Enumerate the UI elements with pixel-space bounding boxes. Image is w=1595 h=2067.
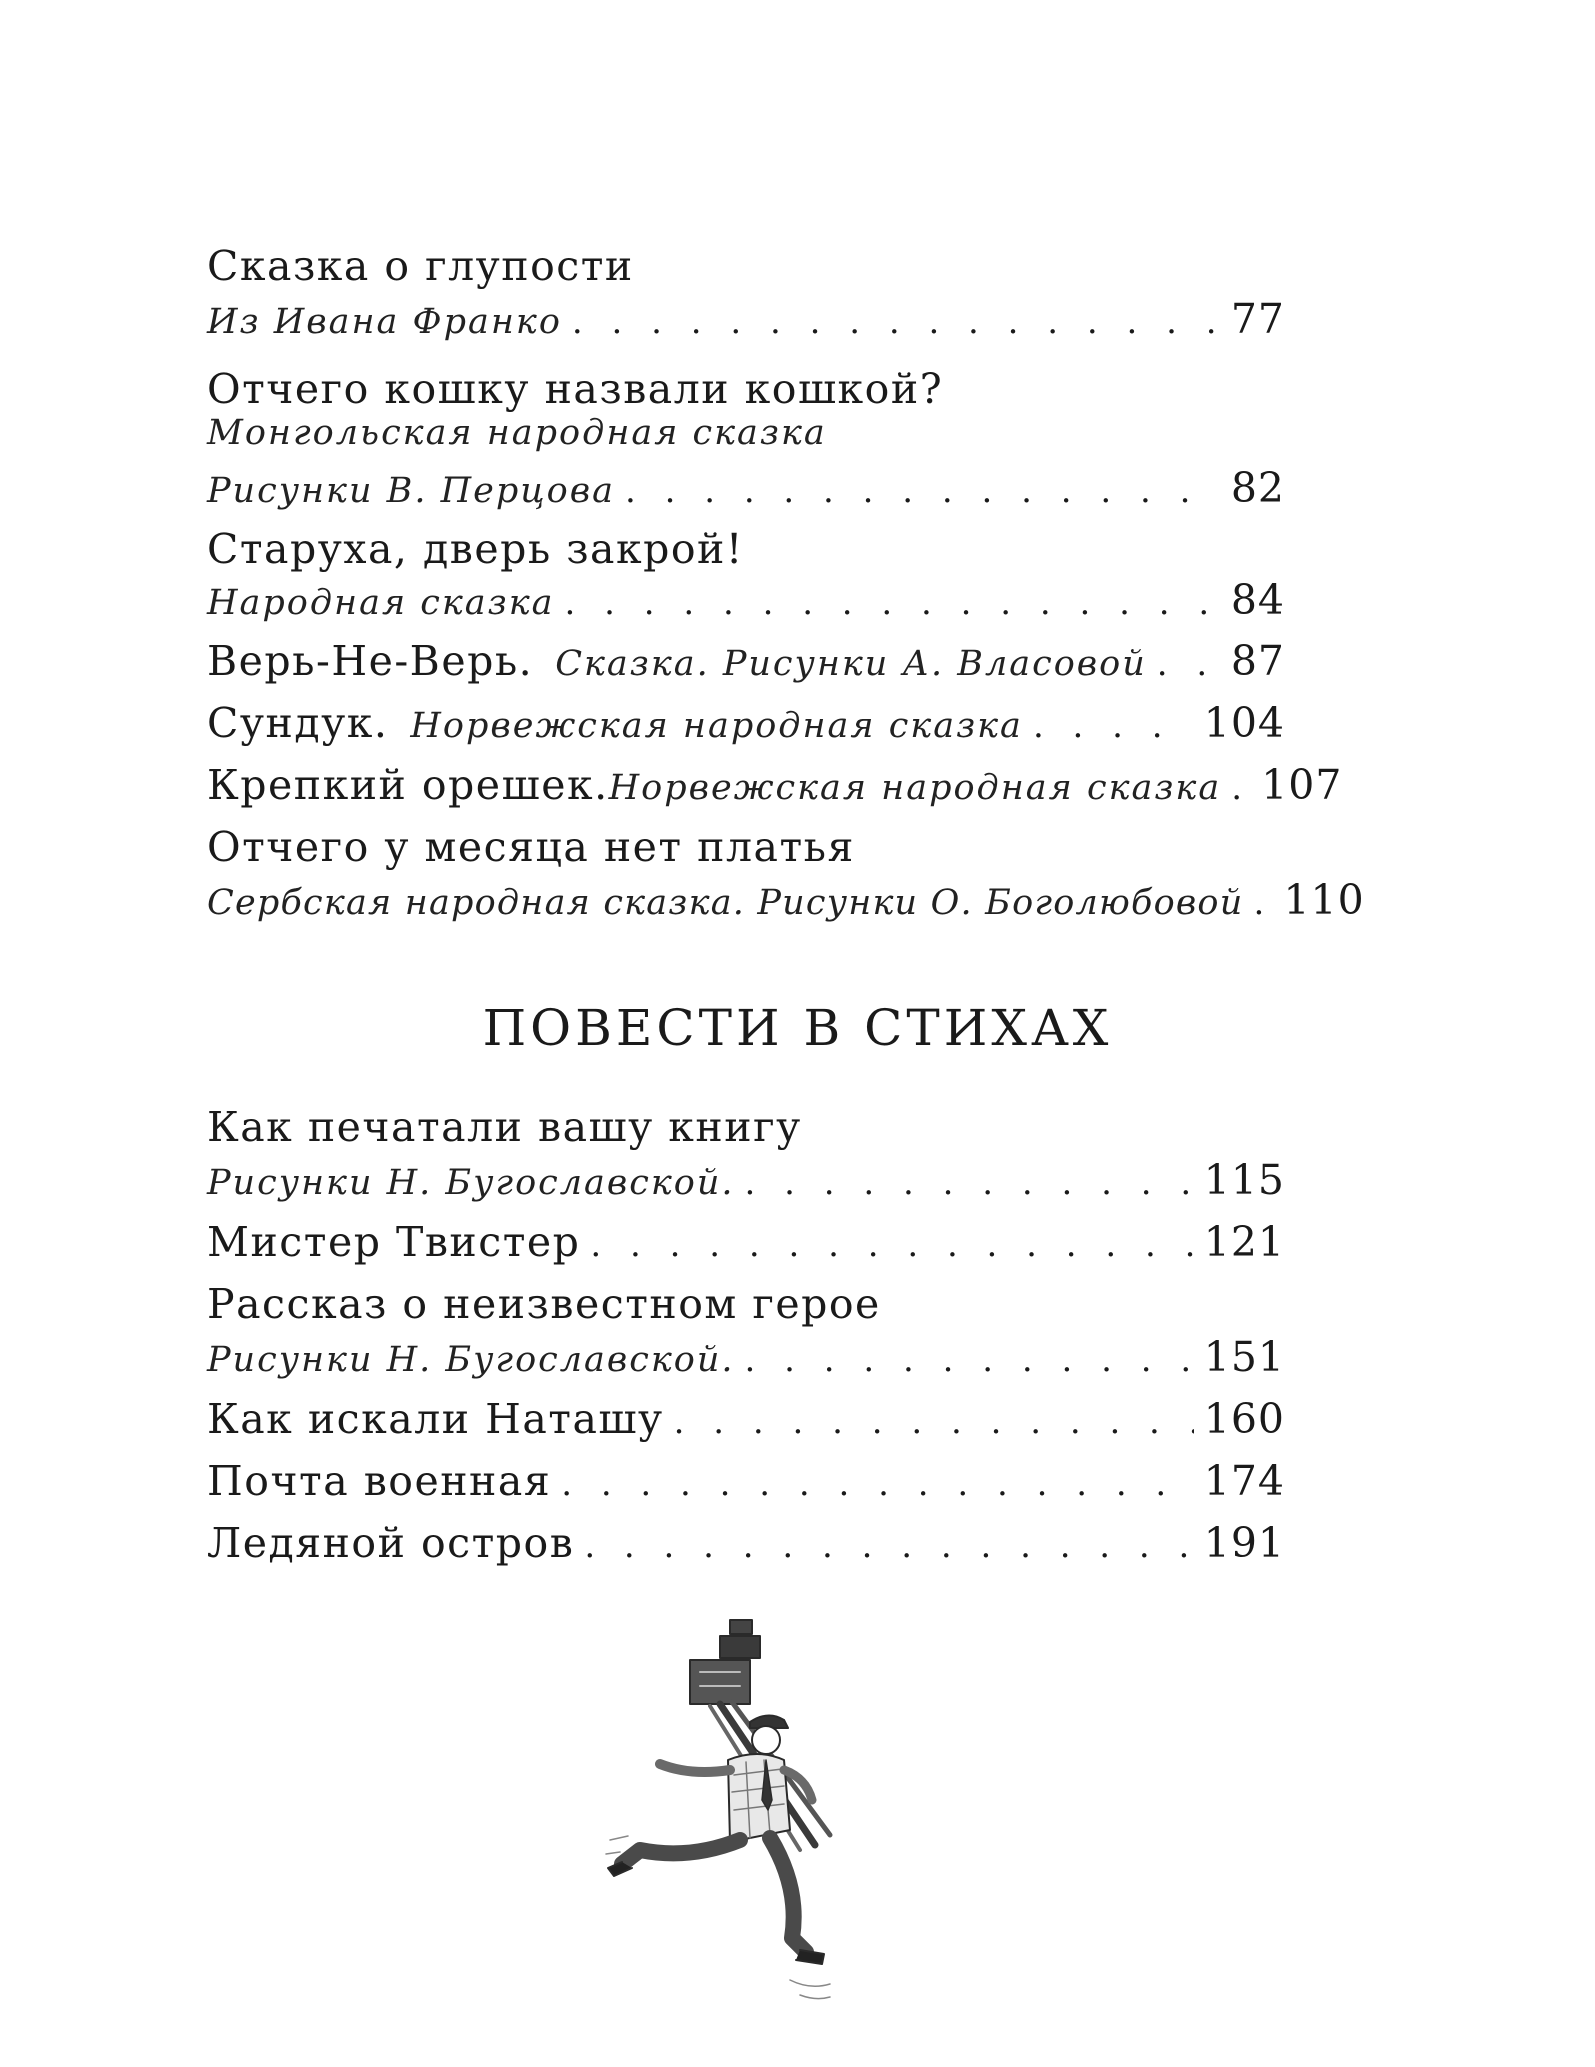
page-number: 110 bbox=[1283, 876, 1365, 924]
entry-subtitle: Народная сказка bbox=[207, 583, 555, 623]
toc-entry-line[interactable] bbox=[207, 699, 1285, 747]
toc-entry-line[interactable] bbox=[207, 1395, 1285, 1443]
entry-title: Почта военная bbox=[207, 1457, 552, 1505]
entry-subtitle: Из Ивана Франко bbox=[207, 302, 562, 342]
entry-subtitle: Рисунки Н. Бугославской. bbox=[207, 1163, 735, 1203]
entry-subtitle: Сказка. Рисунки А. Власовой bbox=[555, 644, 1147, 684]
toc-entry-title bbox=[207, 1280, 1285, 1328]
entry-title: Отчего кошку назвали кошкой? bbox=[207, 365, 944, 413]
leader-dots bbox=[1253, 886, 1273, 920]
toc-entry-title bbox=[207, 242, 1285, 290]
entry-illustrator: Рисунки В. Перцова bbox=[207, 471, 615, 511]
toc-entry-subtitle-line bbox=[207, 413, 1285, 453]
leader-dots bbox=[584, 1529, 1193, 1563]
page-number: 82 bbox=[1230, 464, 1285, 512]
leader-dots bbox=[590, 1228, 1193, 1262]
entry-title: Верь-Не-Верь. bbox=[207, 637, 534, 685]
entry-title: Крепкий орешек. bbox=[207, 761, 609, 809]
leader-dots bbox=[1157, 647, 1221, 681]
page-number: 84 bbox=[1230, 576, 1285, 624]
toc-entry-line[interactable] bbox=[207, 1519, 1285, 1567]
page-number: 151 bbox=[1203, 1333, 1285, 1381]
page-number: 104 bbox=[1203, 699, 1285, 747]
toc-entry-line[interactable] bbox=[207, 1457, 1285, 1505]
entry-subtitle: Норвежская народная сказка bbox=[410, 706, 1023, 746]
toc-entry-title bbox=[207, 525, 1285, 573]
page-number: 77 bbox=[1230, 295, 1285, 343]
entry-title: Старуха, дверь закрой! bbox=[207, 525, 744, 573]
entry-title: Ледяной остров bbox=[207, 1519, 575, 1567]
leader-dots bbox=[745, 1166, 1194, 1200]
leader-dots bbox=[674, 1405, 1194, 1439]
leader-dots bbox=[745, 1343, 1194, 1377]
toc-entry-line[interactable] bbox=[207, 576, 1285, 624]
toc-entry-title bbox=[207, 1103, 1285, 1151]
leader-dots bbox=[625, 474, 1221, 508]
toc-entry-line[interactable] bbox=[207, 761, 1343, 809]
entry-title: Рассказ о неизвестном герое bbox=[207, 1280, 881, 1328]
page-number: 87 bbox=[1230, 637, 1285, 685]
entry-title: Как искали Наташу bbox=[207, 1395, 664, 1443]
entry-title: Мистер Твистер bbox=[207, 1218, 581, 1266]
toc-entry-line[interactable] bbox=[207, 876, 1365, 924]
toc-entry-line[interactable] bbox=[207, 1218, 1285, 1266]
leader-dots bbox=[561, 1467, 1194, 1501]
toc-entry-line[interactable] bbox=[207, 1333, 1285, 1381]
section-heading: ПОВЕСТИ В СТИХАХ bbox=[482, 999, 1113, 1057]
page-number: 191 bbox=[1203, 1519, 1285, 1567]
leader-dots bbox=[572, 305, 1221, 339]
page-number: 107 bbox=[1261, 761, 1343, 809]
entry-subtitle: Рисунки Н. Бугославской. bbox=[207, 1340, 735, 1380]
entry-subtitle: Монгольская народная сказка bbox=[207, 413, 827, 453]
running-man-with-camera-illustration bbox=[600, 1610, 890, 2010]
leader-dots bbox=[1033, 709, 1194, 743]
toc-entry-line[interactable] bbox=[207, 637, 1285, 685]
entry-title: Сказка о глупости bbox=[207, 242, 634, 290]
page-number: 115 bbox=[1203, 1156, 1285, 1204]
page-number: 121 bbox=[1203, 1218, 1285, 1266]
leader-dots bbox=[565, 586, 1221, 620]
toc-entry-title bbox=[207, 823, 1285, 871]
page-number: 160 bbox=[1203, 1395, 1285, 1443]
toc-entry-title bbox=[207, 365, 1285, 413]
toc-entry-line[interactable] bbox=[207, 464, 1285, 512]
entry-subtitle: Норвежская народная сказка bbox=[608, 768, 1222, 808]
page-number: 174 bbox=[1203, 1457, 1285, 1505]
entry-title: Как печатали вашу книгу bbox=[207, 1103, 802, 1151]
leader-dots bbox=[1231, 771, 1251, 805]
entry-title: Сундук. bbox=[207, 699, 389, 747]
entry-subtitle: Сербская народная сказка. Рисунки О. Боголюбовой bbox=[207, 883, 1244, 923]
entry-title: Отчего у месяца нет платья bbox=[207, 823, 855, 871]
toc-entry-line[interactable] bbox=[207, 1156, 1285, 1204]
toc-entry-line[interactable] bbox=[207, 295, 1285, 343]
